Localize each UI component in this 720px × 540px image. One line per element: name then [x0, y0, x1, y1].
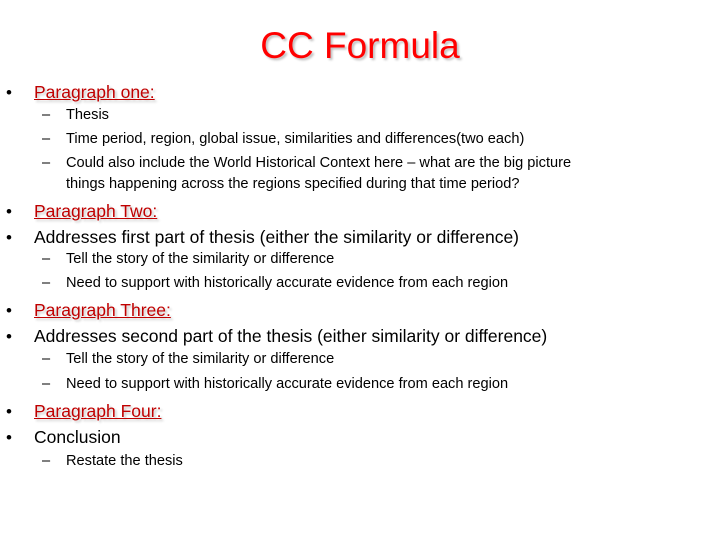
bullet-addresses-second-part: [6, 325, 547, 348]
bullet-paragraph-four: [6, 400, 161, 423]
sub-item-text: Tell the story of the similarity or difference: [66, 251, 335, 267]
bullet-paragraph-one: [6, 81, 155, 104]
heading-paragraph-four: Paragraph Four:: [34, 401, 162, 421]
bullet-paragraph-three: [6, 299, 171, 322]
sub-item-world-context-continued: things happening across the regions specified during that time period?: [66, 176, 520, 192]
sub-item-tell-story-1: [42, 250, 334, 269]
dash-icon: –: [42, 376, 51, 392]
bullet-icon: •: [6, 83, 12, 102]
bullet-icon: •: [6, 228, 12, 247]
sub-item-text: Tell the story of the similarity or difference: [66, 351, 335, 367]
sub-item-text: Could also include the World Historical Context here – what are the big picture: [66, 155, 572, 171]
sub-item-text: Restate the thesis: [66, 453, 183, 469]
heading-paragraph-three: Paragraph Three:: [34, 300, 171, 320]
sub-item-evidence-1: [42, 274, 508, 293]
sub-item-evidence-2: [42, 375, 508, 394]
bullet-text: Addresses second part of the thesis (either similarity or difference): [34, 326, 548, 346]
bullet-icon: •: [6, 202, 12, 221]
sub-item-text: Thesis: [66, 107, 109, 123]
dash-icon: –: [42, 251, 51, 267]
sub-item-tell-story-2: [42, 350, 334, 369]
bullet-text: Addresses first part of thesis (either the similarity or difference): [34, 227, 520, 247]
bullet-icon: •: [6, 428, 12, 447]
sub-item-world-context: [42, 154, 571, 173]
slide-title: CC Formula: [260, 25, 460, 66]
sub-item-text: Time period, region, global issue, similarities and differences(two each): [66, 131, 525, 147]
bullet-paragraph-two: [6, 200, 157, 223]
bullet-addresses-first-part: [6, 226, 519, 249]
dash-icon: –: [42, 155, 51, 171]
bullet-icon: •: [6, 301, 12, 320]
sub-item-restate-thesis: [42, 452, 183, 471]
bullet-icon: •: [6, 402, 12, 421]
dash-icon: –: [42, 131, 51, 147]
bullet-icon: •: [6, 327, 12, 346]
dash-icon: –: [42, 453, 51, 469]
dash-icon: –: [42, 351, 51, 367]
dash-icon: –: [42, 107, 51, 123]
heading-paragraph-one: Paragraph one:: [34, 82, 155, 102]
sub-item-text: Need to support with historically accurate evidence from each region: [66, 275, 509, 291]
sub-item-thesis: [42, 106, 109, 125]
bullet-text: Conclusion: [34, 427, 121, 447]
sub-item-time-period: [42, 130, 524, 149]
sub-item-text: Need to support with historically accurate evidence from each region: [66, 376, 509, 392]
dash-icon: –: [42, 275, 51, 291]
bullet-conclusion: [6, 426, 121, 449]
heading-paragraph-two: Paragraph Two:: [34, 201, 158, 221]
